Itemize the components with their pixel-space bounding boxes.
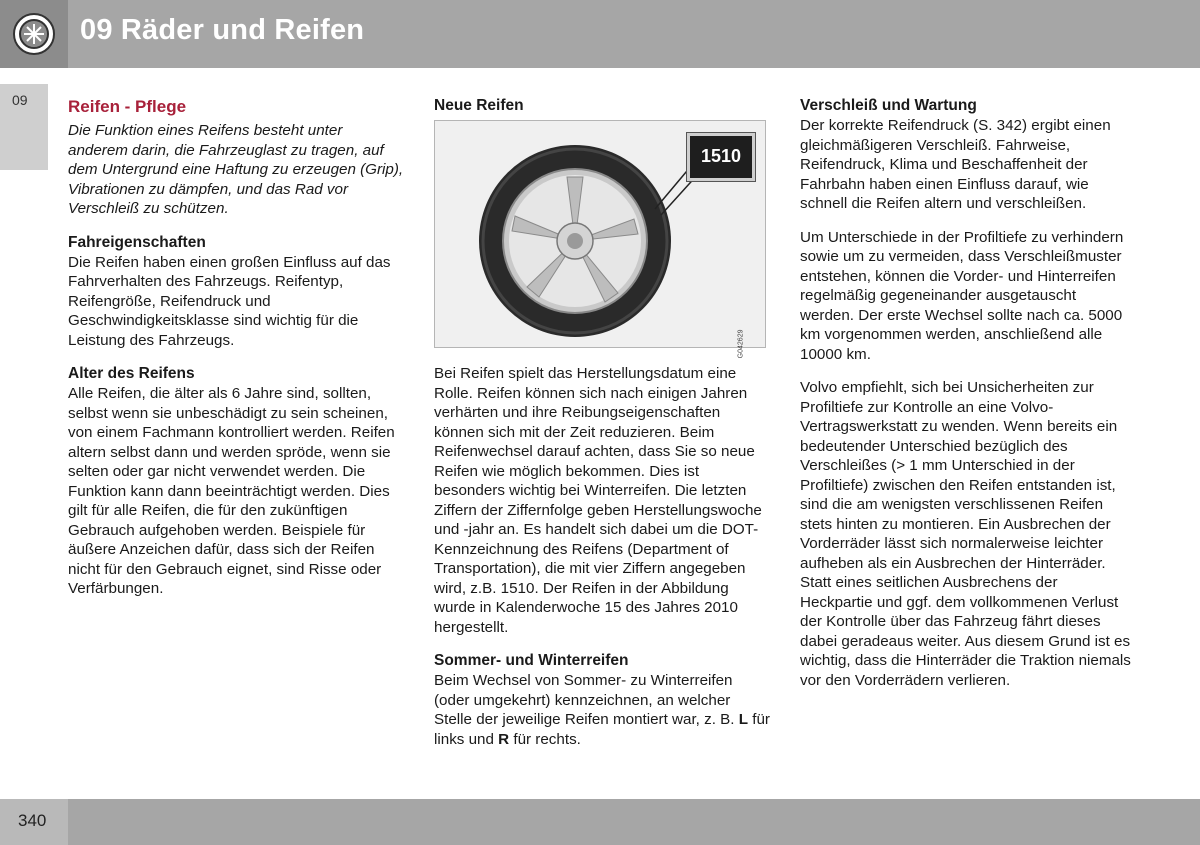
tire-icon <box>11 11 57 57</box>
paragraph-verschleiss-3: Volvo empfiehlt, sich bei Unsicherheiten zur Profiltiefe zur Kontrolle an eine Volvo-Vertragswerkstatt zu wenden. Wenn bereits ein bedeutender Unterschied bezüglich des Verschleißes (> 1 mm Unterschied in der Profiltiefe) zwischen den Reifen entstanden ist, sind die am wenigsten verschlissenen Reifen stets hinten zu montieren. Ein Ausbrechen der Vorderräder lässt sich normalerweise leichter aufheben als ein Ausbrechen der Hinterräder. Statt eines seitlichen Ausbrechens der Heckpartie und ggf. dem vollkommenen Verlust der Kontrolle über das Fahrzeug fährt dieses dabei geradeaus weiter. Aus diesem Grund ist es wichtig, dass die Hinterräder die Traktion niemals vor den Vorderrädern verlieren. <box>800 379 1131 689</box>
paragraph-neue-reifen: Bei Reifen spielt das Herstellungsdatum eine Rolle. Reifen können sich nach einigen Jahren verhärten und ihre Reibungseigenschaften können sich mit der Zeit reduzieren. Beim Reifenwechsel darauf achten, dass Sie so neue Reifen wie möglich bekommen. Dies ist besonders wichtig bei Winterreifen. Die letzten Ziffern der Ziffernfolge geben Herstellungswoche und -jahr an. Es handelt sich dabei um die DOT-Kennzeichnung des Reifens (Department of Transportation), die mit vier Ziffern angegeben wird, z.B. 1510. Der Reifen in der Abbildung wurde in Kalenderwoche 15 des Jahres 2010 hergestellt. <box>434 365 762 636</box>
column-3 <box>800 96 1132 700</box>
paragraph-sommer-text-b: für links und <box>434 711 770 748</box>
subheading-verschleiss-wartung: Verschleiß und Wartung <box>800 97 977 114</box>
right-marker: R <box>498 730 510 748</box>
subheading-sommer-winterreifen: Sommer- und Winterreifen <box>434 652 629 669</box>
subheading-fahreigenschaften: Fahreigenschaften <box>68 233 206 251</box>
paragraph-verschleiss-1: Der korrekte Reifendruck (S. 342) ergibt einen gleichmäßigeren Verschleiß. Fahrweise, Reifendruck, Klima und Beschaffenheit der Fahrbahn haben einen Einfluss darauf, wie schnell die Reifen altern und verschleißen. <box>800 117 1111 212</box>
paragraph-sommer-text-a: Beim Wechsel von Sommer- zu Winterreifen (oder umgekehrt) kennzeichnen, an welcher Stelle der jeweilige Reifen montiert war, z. B. <box>434 672 739 728</box>
paragraph-alter-des-reifens: Alle Reifen, die älter als 6 Jahre sind, sollten, selbst wenn sie unbeschädigt zu sein scheinen, von einem Fachmann kontrolliert werden. Reifen altern selbst dann und werden spröde, wenn sie selten oder gar nicht verwendet werden. Die Funktion kann dann beeinträchtigt werden. Dies gilt für alle Reifen, die für den zukünftigen Gebrauch aufgehoben werden. Beispiele für äußere Anzeichen dafür, dass sich der Reifen nicht für den Gebrauch eignet, sind Risse oder Verfärbungen. <box>68 385 395 597</box>
paragraph-sommer-winterreifen <box>434 671 770 749</box>
column-1 <box>68 96 404 609</box>
wheel-figure <box>434 120 766 358</box>
page-footer <box>0 799 1200 845</box>
figure-id: G042629 <box>737 329 745 358</box>
paragraph-verschleiss-2: Um Unterschiede in der Profiltiefe zu verhindern sowie um zu vermeiden, dass Verschleißmuster entstehen, können die Vorder- und Hinterreifen regelmäßig gegeneinander ausgetauscht werden. Der erste Wechsel sollte nach ca. 5000 km vorgenommen werden, anschließend alle 10000 km. <box>800 228 1124 363</box>
page-number: 340 <box>18 811 47 830</box>
chapter-side-tab <box>0 84 48 170</box>
paragraph-fahreigenschaften: Die Reifen haben einen großen Einfluss auf das Fahrverhalten des Fahrzeugs. Reifentyp, Reifengröße, Reifendruck und Geschwindigkeitsklasse sind wichtig für die Leistung des Fahrzeugs. <box>68 253 391 349</box>
dot-code-badge: 1510 <box>687 133 755 181</box>
chapter-title: 09 Räder und Reifen <box>80 14 365 46</box>
paragraph-sommer-text-c: für rechts. <box>509 730 581 748</box>
section-heading-reifen-pflege: Reifen - Pflege <box>68 97 187 116</box>
subheading-alter-des-reifens: Alter des Reifens <box>68 365 195 382</box>
page-number-box <box>0 799 68 845</box>
chapter-header <box>0 0 1200 68</box>
left-marker: L <box>738 711 749 728</box>
chapter-icon-box <box>0 0 68 68</box>
subheading-neue-reifen: Neue Reifen <box>434 97 524 114</box>
intro-paragraph: Die Funktion eines Reifens besteht unter anderem darin, die Fahrzeuglast zu tragen, auf dem Untergrund eine Haftung zu erzeugen (Grip), Vibrationen zu dämpfen, und das Rad vor Verschleiß zu schützen. <box>68 122 404 217</box>
column-2 <box>434 96 770 759</box>
side-tab-label: 09 <box>12 92 28 108</box>
